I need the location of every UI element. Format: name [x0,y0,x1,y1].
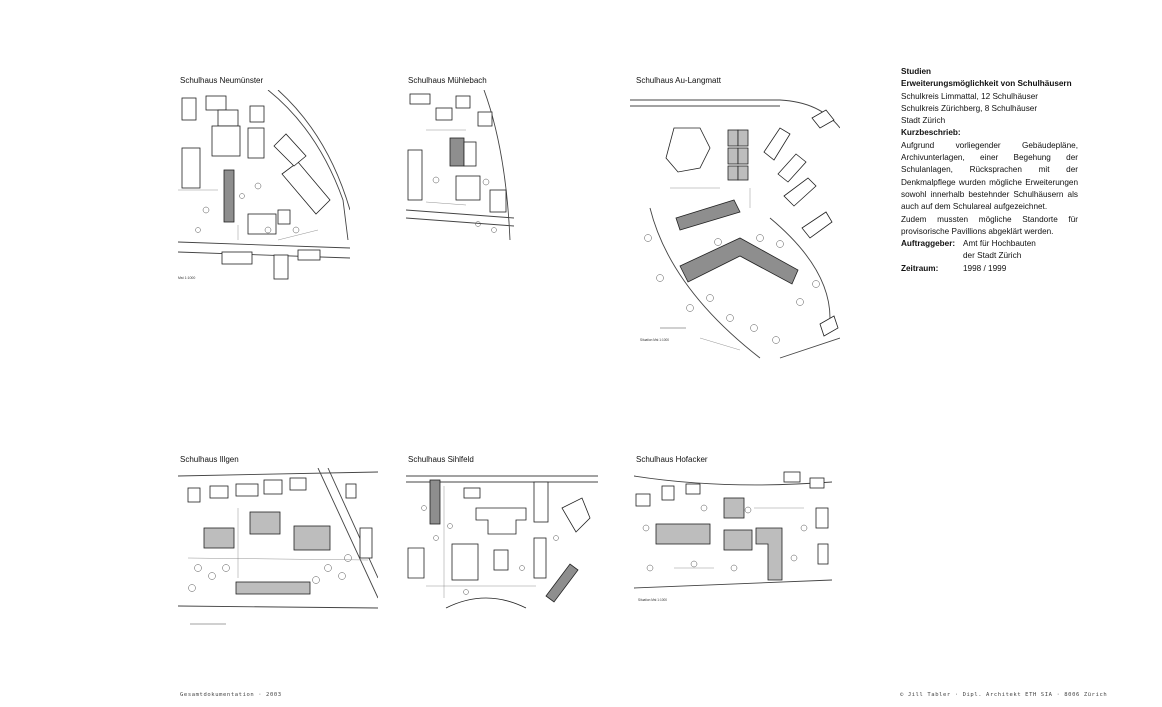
client-line-1: Amt für Hochbauten [963,239,1036,249]
client-row [901,238,1078,250]
plan-title-neumuenster: Schulhaus Neumünster [180,76,264,85]
footer-left: Gesamtdokumentation · 2003 [180,692,282,698]
site-plan-neumuenster [178,90,350,295]
client-row-2 [901,250,1078,262]
heading-studien: Studien [901,67,932,76]
scale-note-langmatt: Situation Mst 1:1000 [640,338,670,342]
footer-right: © Jill Tabler · Dipl. Architekt ETH SIA · 8006 Zürich [900,692,1108,698]
info-line-limmattal: Schulkreis Limmattal, 12 Schulhäuser [901,91,1038,101]
desc-paragraph-1: Aufgrund vorliegender Gebäudepläne, Archivunterlagen, einer Begehung der Schulanlagen, Rücksprachen mit der Denkmalpflege wurden mögliche Erweiterungen sowohl innerhalb bestehnder Schulhäusern als auch auf dem Schulareal aufgezeichnet. [901,140,1078,212]
period-value: 1998 / 1999 [963,263,1007,273]
scale-note-hofacker: Situation Mst 1:1000 [638,598,668,602]
project-info [901,66,1078,275]
site-plan-muehlebach [406,90,514,240]
desc-label: Kurzbeschrieb: [901,128,961,138]
scale-note-neumuenster: Mst 1:1000 [178,276,196,280]
info-line-city: Stadt Zürich [901,116,946,126]
desc-paragraph-2: Zudem mussten mögliche Standorte für provisorische Pavillions abgeklärt werden. [901,214,1078,236]
plan-title-hofacker: Schulhaus Hofacker [636,455,708,464]
plan-title-muehlebach: Schulhaus Mühlebach [408,76,487,85]
plan-title-illgen: Schulhaus Illgen [180,455,239,464]
period-row [901,263,1078,275]
client-label: Auftraggeber: [901,239,956,249]
site-plan-illgen [178,468,378,630]
plan-title-sihlfeld: Schulhaus Sihlfeld [408,455,474,464]
period-label: Zeitraum: [901,263,939,273]
site-plan-langmatt [630,88,840,368]
site-plan-hofacker [634,468,832,610]
info-line-zuerichberg: Schulkreis Zürichberg, 8 Schulhäuser [901,103,1038,113]
client-line-2: der Stadt Zürich [963,251,1022,261]
heading-project: Erweiterungsmöglichkeit von Schulhäusern [901,79,1072,89]
site-plan-sihlfeld [406,468,598,613]
plan-title-langmatt: Schulhaus Au-Langmatt [636,76,721,85]
